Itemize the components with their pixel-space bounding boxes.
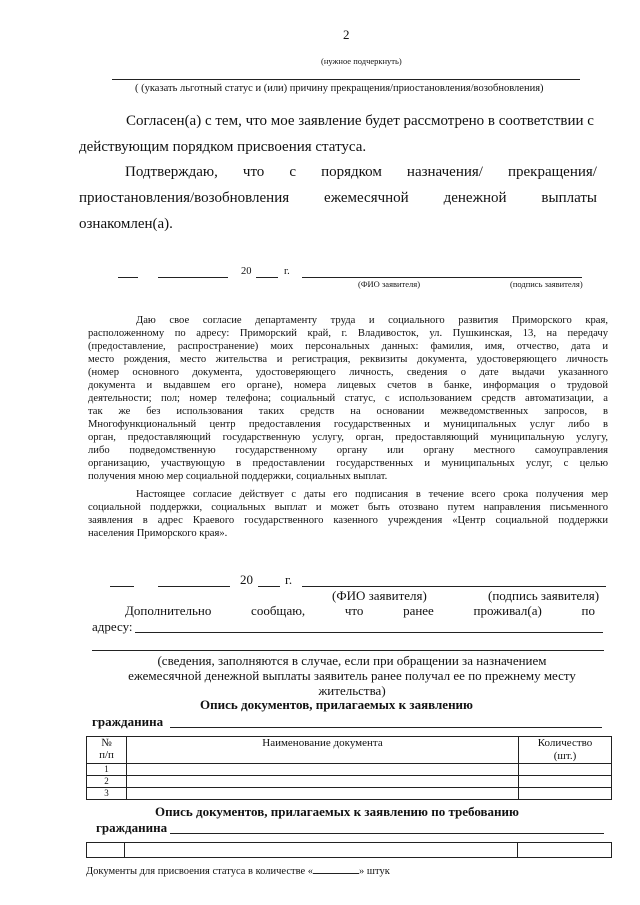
sig2-month-line[interactable] [158, 586, 230, 587]
inventory2-col-divider [517, 843, 518, 857]
confirm-word: назначения/ [406, 164, 483, 180]
table-header-row [87, 737, 612, 764]
sig2-year-prefix: 20 [240, 572, 253, 587]
row-doc-name-cell[interactable] [127, 776, 519, 788]
info-note-line-1: (сведения, заполняются в случае, если при обращении за назначением [157, 653, 547, 668]
inventory1-citizen-line[interactable] [170, 727, 602, 728]
table-row[interactable] [87, 776, 612, 788]
confirm-line-2 [79, 190, 597, 207]
sig2-signature-line[interactable] [302, 586, 606, 587]
validity-paragraph [88, 488, 608, 540]
sig2-year-line[interactable] [258, 586, 280, 587]
confirm-word: что [242, 164, 265, 180]
address-line-2[interactable] [92, 650, 604, 651]
confirm-word: ежемесячной [324, 190, 409, 206]
consent-paragraph [88, 314, 608, 483]
footer-count-input[interactable] [313, 873, 359, 874]
validity-line: заявления в адрес Краевого государственного казенного учреждения «Центр социальной поддержки [88, 515, 608, 526]
sig2-day-line[interactable] [110, 586, 134, 587]
agree-line-1: Согласен(а) с тем, что мое заявление будет рассмотрено в соответствии с [126, 113, 594, 129]
sig1-month-line[interactable] [158, 277, 228, 278]
additional-word: сообщаю, [251, 603, 306, 618]
additional-word: Дополнительно [125, 603, 212, 618]
consent-line: место рождения, место жительства и регистрация, реквизиты документа, удостоверяющего личность [88, 354, 608, 365]
table-row[interactable] [87, 764, 612, 776]
consent-line: (предоставление, распространение) моих персональных данных: фамилия, имя, отчество, дата и [88, 341, 608, 352]
sig1-sign-caption: (подпись заявителя) [510, 279, 583, 289]
inventory2-col-divider [124, 843, 125, 857]
consent-line: так же без использования таких средств на основании межведомственных запросов, в [88, 406, 608, 417]
row-number: 3 [87, 788, 127, 800]
inventory1-table [86, 736, 612, 800]
sig1-fio-caption: (ФИО заявителя) [358, 279, 421, 289]
confirm-word: прекращения/ [508, 164, 597, 180]
sig1-year-prefix: 20 [241, 266, 252, 277]
additional-word: ранее [403, 603, 434, 618]
col-num-header [87, 737, 127, 764]
footer-count-line [86, 866, 390, 877]
consent-line: (номер основного документа, удостоверяющего личность, сведения о дате выдачи указанного [88, 367, 608, 378]
validity-line: социальной поддержки, социальных выплат и может быть отозвано путем направления письменного [88, 502, 608, 513]
additional-word: что [344, 603, 364, 618]
validity-line: населения Приморского края». [88, 528, 228, 539]
col-name-header: Наименование документа [127, 737, 519, 764]
row-qty-cell[interactable] [519, 764, 612, 776]
additional-word: проживал(а) [473, 603, 542, 618]
inventory2-table[interactable] [86, 842, 612, 858]
sig1-signature-line[interactable] [302, 277, 582, 278]
validity-line: Настоящее согласие действует с даты его подписания в течение всего срока получения мер [136, 489, 608, 500]
consent-line: Даю свое согласие департаменту труда и социального развития Приморского края, [136, 315, 608, 326]
sig1-day-line[interactable] [118, 277, 138, 278]
status-input-line[interactable] [112, 79, 580, 80]
consent-line: деятельности; пол; номер телефона; социальный статус, с использованием средств автоматизации, а [88, 393, 608, 404]
consent-line: получения мною мер социальной поддержки, социальных выплат. [88, 471, 388, 482]
top-note: (нужное подчеркнуть) [321, 56, 402, 66]
consent-line: расположенному по адресу: Приморский край, г. Владивосток, ул. Пушкинская, 13, на передачу [88, 328, 608, 339]
sig2-sign-caption: (подпись заявителя) [488, 588, 600, 603]
confirm-word: с [289, 164, 297, 180]
confirm-word: порядком [321, 164, 382, 180]
confirm-line-3: ознакомлен(а). [79, 216, 173, 232]
col-qty-header [519, 737, 612, 764]
col-qty-b: (шт.) [553, 750, 577, 762]
consent-line: Многофункциональный центр предоставления государственных и муниципальных услуг либо в [88, 419, 608, 430]
consent-line: либо подведомственную государственному органу или органу местного самоуправления [88, 445, 608, 456]
inventory2-citizen-line[interactable] [170, 833, 604, 834]
confirm-word: денежной [443, 190, 507, 206]
consent-line: организацию, участвующую в предоставлении государственных и муниципальных услуг, с целью [88, 458, 608, 469]
page-number: 2 [343, 27, 350, 42]
additional-word: по [581, 603, 595, 618]
sig2-year-suffix: г. [285, 572, 293, 587]
inventory1-title: Опись документов, прилагаемых к заявлению [200, 697, 473, 712]
inventory2-title: Опись документов, прилагаемых к заявлению по требованию [155, 804, 519, 819]
col-qty-a: Количество [537, 737, 593, 749]
footer-suffix: » штук [359, 866, 390, 877]
info-note-line-2: ежемесячной денежной выплаты заявитель ранее получал ее по прежнему месту [128, 668, 576, 683]
col-num-b: п/п [99, 749, 114, 761]
confirm-word: Подтверждаю, [125, 164, 218, 180]
confirm-word: приостановления/возобновления [79, 190, 290, 206]
additional-line [125, 603, 595, 619]
status-caption: ( (указать льготный статус и (или) причину прекращения/приостановления/возобновления) [135, 83, 544, 94]
consent-line: документа и выдавшем его органе), номера лицевых счетов в банке, информация о трудовой [88, 380, 608, 391]
inventory1-citizen-label: гражданина [92, 714, 164, 729]
confirm-line-1 [125, 164, 597, 181]
row-doc-name-cell[interactable] [127, 788, 519, 800]
consent-line: орган, предоставляющий государственную услугу, орган, предоставляющий муниципальную услугу, [88, 432, 608, 443]
col-num-a: № [101, 737, 112, 749]
inventory2-citizen-label: гражданина [96, 820, 168, 835]
row-number: 1 [87, 764, 127, 776]
row-number: 2 [87, 776, 127, 788]
row-qty-cell[interactable] [519, 776, 612, 788]
sig2-fio-caption: (ФИО заявителя) [332, 588, 427, 603]
table-row[interactable] [87, 788, 612, 800]
agree-line-2: действующим порядком присвоения статуса. [79, 139, 367, 155]
row-doc-name-cell[interactable] [127, 764, 519, 776]
info-note-line-3: жительства) [318, 683, 386, 698]
sig1-year-line[interactable] [256, 277, 278, 278]
address-label: адресу: [92, 619, 133, 634]
confirm-word: выплаты [541, 190, 597, 206]
footer-prefix: Документы для присвоения статуса в количестве « [86, 866, 314, 877]
address-line-1[interactable] [135, 632, 603, 633]
row-qty-cell[interactable] [519, 788, 612, 800]
sig1-year-suffix: г. [284, 266, 290, 277]
